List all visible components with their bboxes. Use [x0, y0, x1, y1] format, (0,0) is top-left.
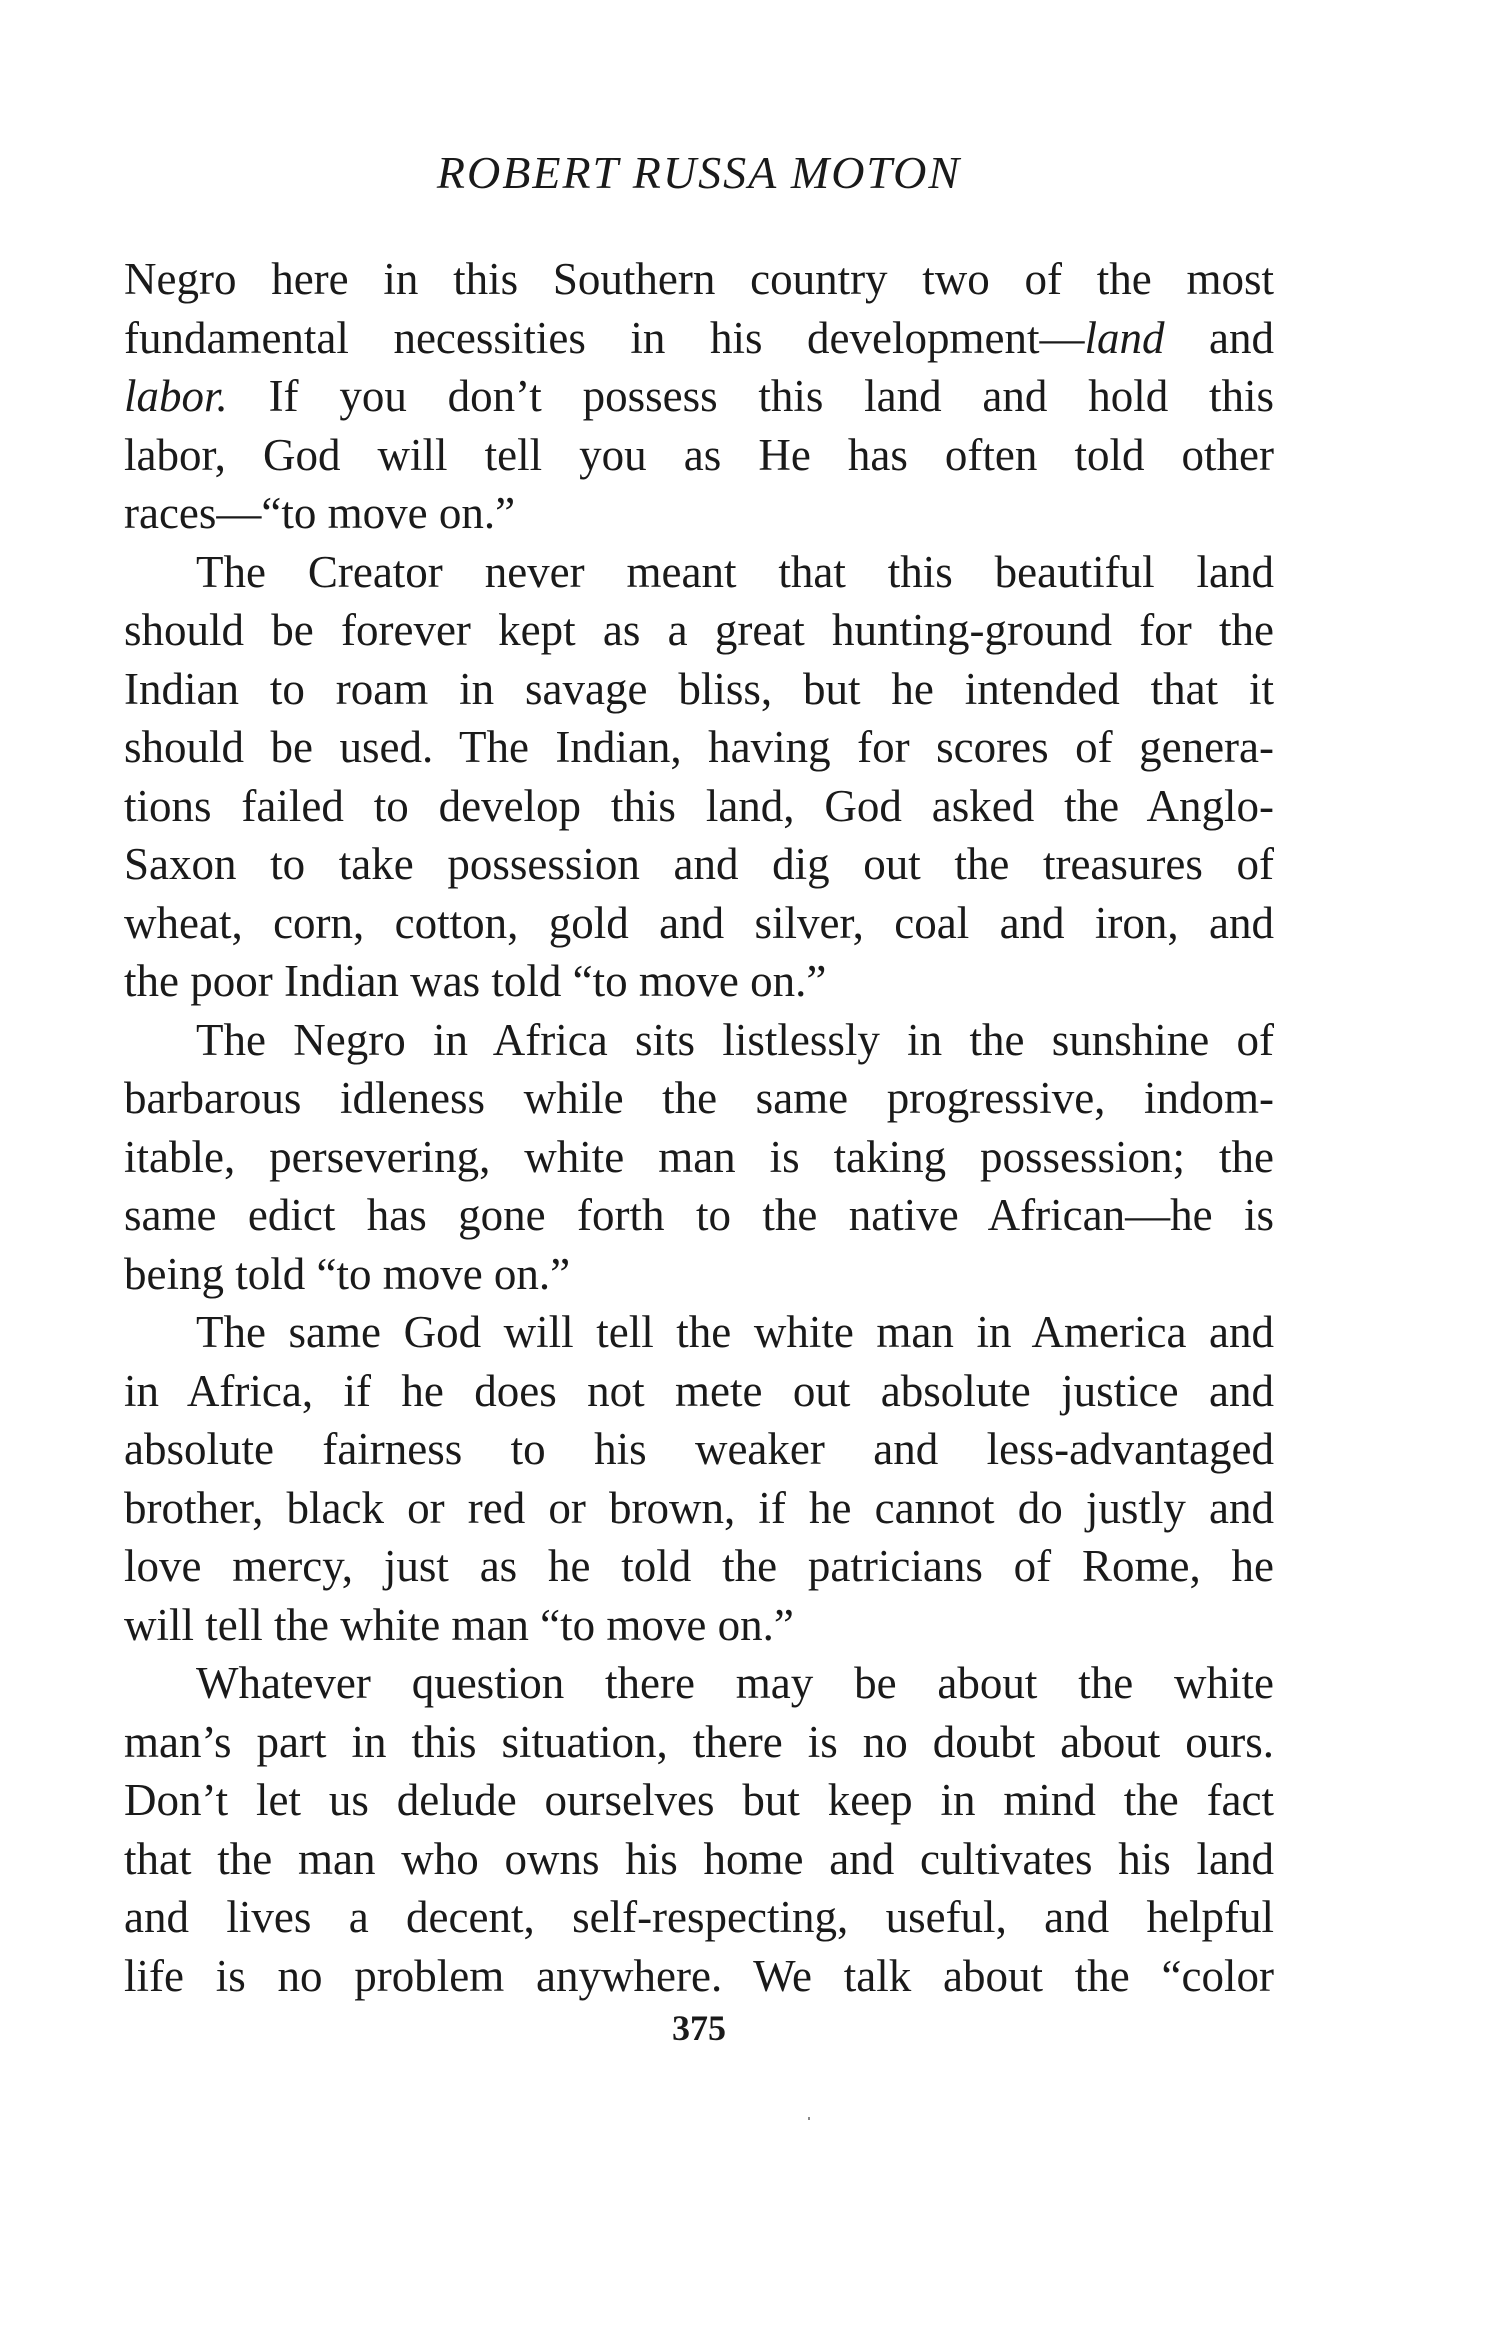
text-span: and — [1164, 312, 1274, 363]
text-line: races—“to move on.” — [124, 488, 516, 538]
body-text — [124, 250, 1274, 2005]
text-line — [124, 367, 1274, 426]
text-line: wheat, corn, cotton, gold and silver, coal and iron, and — [124, 897, 1274, 948]
text-line: will tell the white man “to move on.” — [124, 1599, 794, 1650]
text-line: being told “to move on.” — [124, 1248, 571, 1299]
text-line: life is no problem anywhere. We talk about the “color — [124, 1950, 1274, 2001]
text-line: in Africa, if he does not mete out absolute justice and — [124, 1365, 1274, 1416]
print-speck — [808, 2117, 810, 2120]
text-line — [124, 309, 1274, 368]
text-line: Indian to roam in savage bliss, but he intended that it — [124, 663, 1274, 714]
text-line: The Negro in Africa sits listlessly in the sunshine of — [196, 1014, 1274, 1065]
text-line: that the man who owns his home and cultivates his land — [124, 1833, 1274, 1884]
running-head: ROBERT RUSSA MOTON — [436, 147, 962, 198]
text-line: same edict has gone forth to the native African—he is — [124, 1190, 1274, 1240]
text-line: love mercy, just as he told the patricians of Rome, he — [124, 1541, 1274, 1591]
italic-word-labor: labor. — [124, 371, 228, 421]
text-line: tions failed to develop this land, God asked the Anglo- — [124, 780, 1274, 831]
text-line: man’s part in this situation, there is no doubt about ours. — [124, 1716, 1274, 1767]
text-line: should be forever kept as a great hunting-ground for the — [124, 605, 1274, 655]
text-line: and lives a decent, self-respecting, useful, and helpful — [124, 1892, 1274, 1942]
text-line: Saxon to take possession and dig out the treasures of — [124, 839, 1274, 889]
text-line: The Creator never meant that this beautiful land — [196, 546, 1274, 597]
text-line: labor, God will tell you as He has often told other — [124, 429, 1274, 480]
text-line: barbarous idleness while the same progressive, indom- — [124, 1073, 1274, 1123]
italic-word-land: land — [1084, 312, 1165, 363]
text-line: Don’t let us delude ourselves but keep in mind the fact — [124, 1775, 1274, 1825]
text-line: brother, black or red or brown, if he cannot do justly and — [124, 1482, 1274, 1533]
text-line: itable, persevering, white man is taking possession; the — [124, 1131, 1274, 1182]
text-line: Negro here in this Southern country two of the most — [124, 254, 1274, 304]
text-span: If you don’t possess this land and hold this — [227, 371, 1274, 421]
text-line: should be used. The Indian, having for scores of genera- — [124, 722, 1274, 772]
text-span: fundamental necessities in his development— — [124, 312, 1085, 363]
text-line: the poor Indian was told “to move on.” — [124, 956, 827, 1006]
text-line: Whatever question there may be about the white — [196, 1658, 1274, 1708]
text-line: absolute fairness to his weaker and less-advantaged — [124, 1424, 1274, 1474]
text-line: The same God will tell the white man in America and — [196, 1307, 1274, 1357]
page-number: 375 — [672, 2008, 726, 2048]
